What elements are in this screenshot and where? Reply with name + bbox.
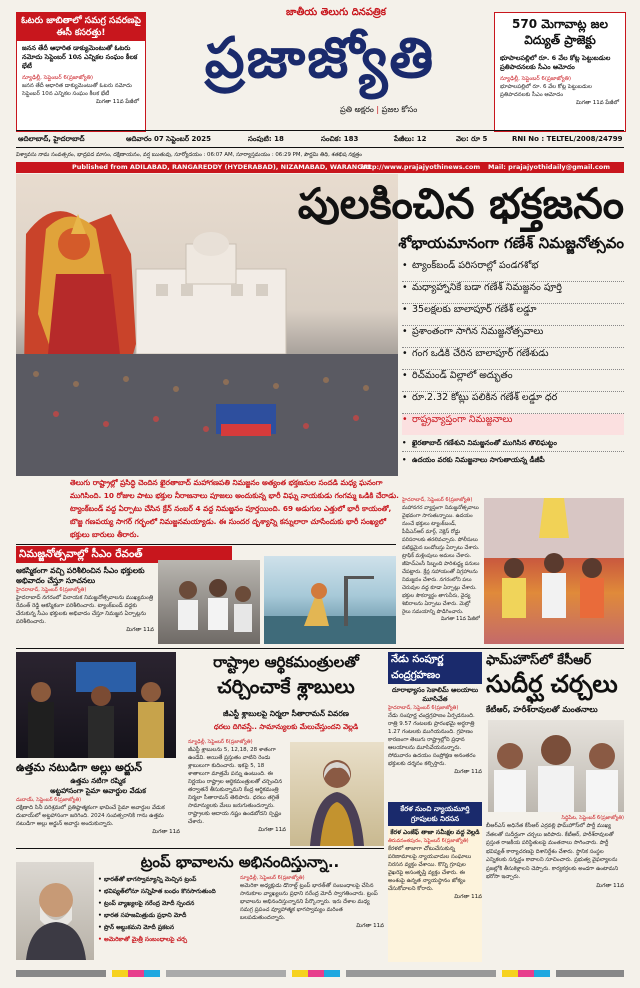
right-column-byline: హైదరాబాద్, సెప్టెంబర్ 6(ప్రజాజ్యోతి) [402, 497, 473, 503]
kcr-headline-line2: సుదీర్ఘ చర్చలు [486, 670, 618, 698]
kerala-subhead: కేరళ ఎంజేఫ్ తాజా సమీక్షల వద్ద వెల్లడి [390, 829, 480, 836]
trump-more: మిగతా 11వ [356, 923, 384, 929]
revanth-body: హైదరాబాద్ నగరంలో వినాయక నిమజ్జనోత్సవాలను ముఖ్యమంత్రి రేవంత్ రెడ్డి ఆకస్మికంగా పరిశీలించారు. ట్యాంక్‌బండ్ వద్దకు చేరుకున్న సీఎం భక్తులకు అభివాదం చేస్తూ నిమజ్జన ఏర్పాట్లను పరిశీలించారు. [16, 595, 154, 625]
dateline-issue: సంచిక: 183 [321, 135, 359, 143]
dateline-volume: సంపుటి: 18 [248, 135, 284, 143]
revanth-more: మిగతా 11వ [126, 627, 154, 633]
allu-headline: ఉత్తమ నటుడిగా అల్లు అర్జున్ [16, 761, 143, 774]
allu-photo-art [16, 652, 176, 758]
allu-body: దక్షిణాది సినీ పరిశ్రమలో ప్రతిష్ఠాత్మకంగా భావించే సైమా అవార్డుల వేడుక దుబాయ్‌లో అట్టహాసంగా జరిగింది. 2024 సంవత్సరానికి గాను ఉత్తమ నటుడిగా అల్లు అర్జున్ అవార్డు అందుకున్నారు. [16, 805, 165, 827]
right-top-photo [484, 498, 624, 644]
top-right-byline: న్యూఢిల్లీ, సెప్టెంబర్ 6(ప్రజాజ్యోతి) [500, 76, 571, 82]
lead-subhead: శోభాయమానంగా గణేశ్ నిమజ్జనోత్సవం [398, 234, 624, 252]
modi-photo [16, 862, 94, 960]
revanth-top-rule [16, 544, 396, 545]
trump-bullet: • భారత సహజమిత్రుడు ప్రధాని మోదీ [98, 912, 187, 919]
panchangam-strip: విశ్వావసు నామ సంవత్సరం, భాద్రపద మాసం, దక్షిణాయనం, వర్ష ఋతువు, సూర్యోదయం : 06:07 AM, సూర్యాస్తమయం : 06:29 PM, పౌర్ణమి తిథి, శతభిష నక్షత్రం [16, 152, 362, 158]
gst-text-box [188, 738, 286, 846]
kerala-more: మిగతా 11వ [454, 894, 482, 900]
trump-bullet: • భారత్‌తో భాగస్వామ్యాన్ని మెచ్చిన ట్రంప్ [98, 876, 197, 883]
published-editions: Published from ADILABAD, RANGAREDDY (HYDERABAD), NIZAMABAD, WARANGAL [72, 163, 372, 171]
dateline-cities: ఆదిలాబాద్, హైదరాబాద్ [18, 135, 85, 143]
eclipse-byline: హైదరాబాద్, సెప్టెంబర్ 6(ప్రజాజ్యోతి) [388, 705, 459, 711]
top-left-news-box [16, 12, 146, 132]
allu-more: మిగతా 11వ [152, 829, 180, 835]
gst-byline: న్యూఢిల్లీ, సెప్టెంబర్ 6(ప్రజాజ్యోతి) [188, 739, 253, 745]
eclipse-body: నేడు సంపూర్ణ చంద్రగ్రహణం ఏర్పడనుంది. రాత్రి 9.57 గంటలకు ప్రారంభమై అర్ధరాత్రి 1.27 గంటలకు ముగియనుంది. గ్రహణం కారణంగా తెలుగు రాష్ట్రాల్లోని ప్రధాన ఆలయాలను మూసివేయనున్నారు. సోమవారం ఉదయం సంప్రోక్షణ అనంతరం భక్తులకు దర్శనం కల్పిస్తారు. [388, 713, 476, 767]
right-column-text [402, 496, 480, 644]
dateline-date: ఆదివారం 07 సెప్టెంబర్ 2025 [126, 135, 211, 143]
lower-section-rule [16, 848, 384, 849]
published-email: Mail: prajajyothidaily@gmail.com [488, 163, 610, 171]
lead-bullet: • ట్యాంక్‌బండ్ పరిసరాల్లో పండగశోభ [402, 260, 624, 282]
kerala-box [388, 802, 482, 962]
lead-bullet: • గంగ ఒడికి చేరిన బాలాపూర్ గణేశుడు [402, 348, 624, 370]
kcr-photo-art [488, 720, 624, 812]
lead-bullet: • ప్రశాంతంగా సాగిన నిమజ్జనోత్సవాలు [402, 326, 624, 348]
gst-more: మిగతా 11వ [258, 827, 286, 833]
eclipse-subhead: దూరాభ్యాసం సెకాలిమ్ ఆలయాలు మూసివేత [391, 686, 479, 703]
dateline-bar [16, 132, 624, 146]
mid-section-rule [16, 648, 624, 649]
gst-headline-line2: చర్చించాకే శ్లాబులు [217, 676, 355, 698]
top-right-news-box [494, 12, 626, 132]
gst-subhead2: ధరలు దిగివస్తే.. సామాన్యులకు మేలుచేస్తుందని వెల్లడి [213, 723, 359, 731]
kcr-subhead: కేటీఆర్, హరీశ్‌రావులతో మంతనాలు [486, 705, 598, 714]
allu-subhead1: ఉత్తమ నటిగా రష్మిక [70, 777, 126, 785]
eclipse-headline-line1: నేడు సంపూర్ణ [388, 652, 482, 668]
revanth-headline: నిమజ్జనోత్సవాల్లో సీఎం రేవంత్ [16, 546, 232, 563]
trump-bullet: • ట్రంప్ వ్యాఖ్యలపై నరేంద్ర మోదీ స్పందన [98, 900, 195, 907]
trump-body: అమెరికా అధ్యక్షుడు డొనాల్డ్ ట్రంప్ భారత్‌తో సంబంధాలపై చేసిన సానుకూల వ్యాఖ్యలను ప్రధాని నరేంద్ర మోదీ స్వాగతించారు. ట్రంప్ భావాలను అభినందిస్తున్నానని పేర్కొన్నారు. ఇరు దేశాల మధ్య సమగ్ర ప్రపంచ వ్యూహాత్మక భాగస్వామ్యం మరింత బలపడుతుందన్నారు. [240, 883, 378, 921]
immersion-photo-art [264, 556, 396, 644]
kcr-more: మిగతా 11వ [596, 882, 624, 889]
trump-headline: ట్రంప్ భావాలను అభినందిస్తున్నా.. [140, 853, 340, 871]
modi-photo-art [16, 862, 94, 960]
gst-photo-art [290, 742, 384, 846]
dateline-top-rule [16, 130, 624, 131]
top-left-byline: న్యూఢిల్లీ, సెప్టెంబర్ 6(ప్రజాజ్యోతి) [22, 75, 93, 81]
revanth-photo [158, 560, 260, 644]
kerala-headline: కేరళ నుంచి న్యాయమూర్తి గ్రూపులకు నిరసన [388, 802, 482, 826]
trump-text-box [240, 874, 384, 962]
dateline-price: వెల: రూ 5 [456, 135, 488, 143]
lead-intro [70, 476, 400, 540]
top-left-text: జనన తేదీ ఆధారిత డాక్యుమెంటుతో ఓటరు నమోదు సెప్టెంబర్ 10న ఎన్నికల సంఘం కీలక భేటీ [22, 83, 132, 97]
kcr-body: బీఆర్ఎస్ అధినేత కేసీఆర్ ఎర్రవల్లి ఫామ్‌హౌస్‌లో పార్టీ ముఖ్య నేతలతో సుదీర్ఘంగా చర్చలు జరిపారు. కేటీఆర్, హరీశ్‌రావులతో ప్రస్తుత రాజకీయ పరిస్థితులపై మంతనాలు సాగించారు. పార్టీ భవిష్యత్ కార్యాచరణపై దిశానిర్దేశం చేశారు. స్థానిక సంస్థల ఎన్నికలకు సన్నద్ధం కావాలని సూచించారు. ప్రభుత్వ వైఫల్యాలను ప్రజల్లోకి తీసుకెళ్లాలని చెప్పారు. కార్యకర్తలకు అండగా ఉంటామని భరోసా ఇచ్చారు. [486, 823, 619, 880]
dateline-bottom-rule [16, 147, 624, 148]
revanth-byline: హైదరాబాద్, సెప్టెంబర్ 6(ప్రజాజ్యోతి) [16, 587, 87, 593]
trump-bullet-highlight: • అమెరికాతో మైత్రీ సంబంధాలపై చర్చ [98, 936, 187, 943]
lead-bullet: • రూ.2.32 కోట్లు పలికిన గణేశ్ లడ్డూ ధర [402, 392, 624, 414]
lead-intro-text: తెలుగు రాష్ట్రాల్లో ప్రసిద్ధి చెందిన ఖైరతాబాద్ మహాగణపతి నిమజ్జనం అత్యంత భక్తజనుల సందడి మధ్య ఘనంగా ముగిసింది. 10 రోజుల పాటు భక్తుల నీరాజనాలు పూజలు అందుకున్న భారీ విఘ్న నాయకుడు గంగమ్మ ఒడికి చేరాడు. ట్యాంక్‌బండ్ వద్ద ఏర్పాటు చేసిన క్రేన్ నంబర్ 4 వద్ద నిమజ్జనం పూర్తయింది. 69 అడుగుల ఎత్తులో భారీ కాయంతో, బొజ్జ గణపయ్య సాగర్ గర్భంలో నిమజ్జనమయ్యాడు. ఈ సుందర దృశ్యాన్ని కన్నులారా చూసేందుకు భారీ సంఖ్యలో భక్తులు బారులు తీరారు. [70, 478, 399, 539]
motto-right: ప్రజల కోసం [381, 105, 418, 114]
trump-bullet: • ప్రొన్ అబ్దుకమని మోదీ ప్రకటన [98, 924, 175, 931]
lead-bullet: • ఉదయం వరకు నిమజ్జనాలు సాగుతాయన్న డీజీపీ [402, 456, 545, 464]
kcr-text-box [486, 814, 624, 962]
masthead-motto: ప్రతి అక్షరం | ప్రజల కోసం [340, 105, 418, 114]
trump-bullet: • భవిష్యత్‌లోనూ సన్నిహిత బంధం కొనసాగుతుంది [98, 888, 216, 895]
motto-left: ప్రతి అక్షరం [340, 105, 374, 114]
masthead-title: ప్రజాజ్యోతి [204, 26, 436, 91]
right-top-photo-art [484, 498, 624, 644]
top-right-text: భూపాలపల్లిలో రూ. 6 వేల కోట్ల పెట్టుబడుల ప్రతిపాదనలకు సీఎం ఆమోదం [500, 84, 592, 98]
lead-bullet: • 35లక్షలకు బాలాపూర్ గణేశ్ లడ్డూ [402, 304, 624, 326]
published-bar [16, 162, 624, 173]
eclipse-more: మిగతా 11వ [454, 769, 482, 775]
gst-subhead1: జీఎస్టీ శ్లాబులపై నిర్మలా సీతారామన్ వివరణ [222, 709, 349, 718]
gst-photo [290, 742, 384, 846]
print-registration-bar [16, 970, 624, 977]
gst-body: జీఎస్టీ శ్లాబులను 5, 12,18, 28 శాతంగా ఉండేవి. అయితే ప్రస్తుతం వాటిని రెండు శ్లాబులుగా కుదించారు. ఇకపై 5, 18 శాతాలుగా మాత్రమే పన్ను ఉంటుంది. ఈ నిర్ణయం రాష్ట్రాల ఆర్థికమంత్రులతో చర్చించిన తర్వాతనే తీసుకున్నామని కేంద్ర ఆర్థికమంత్రి నిర్మలా సీతారామన్ తెలిపారు. ధరలు తగ్గితే సామాన్యులకు మేలు జరుగుతుందన్నారు. రాష్ట్రాలకు ఆదాయ నష్టం ఉండబోదని స్పష్టం చేశారు. [188, 747, 283, 825]
allu-photo [16, 652, 176, 758]
top-right-more: మిగతా 11వ పేజీలో [575, 100, 619, 106]
dateline-pages: పేజీలు: 12 [394, 135, 427, 143]
trump-bullets [98, 874, 238, 962]
top-right-headline: 570 మెగావాట్ల జల విద్యుత్ ప్రాజెక్టు [512, 17, 608, 47]
eclipse-box [388, 652, 482, 800]
top-left-body: జనన తేదీ ఆధారిత డాక్యుమెంటుతో ఓటరు నమోదు సెప్టెంబర్ 10న ఎన్నికల సంఘం కీలక భేటీ [22, 44, 138, 70]
right-column-more: మిగతా 11వ పేజీలో [440, 616, 480, 622]
eclipse-headline-line2: చంద్రగ్రహణం [388, 668, 482, 684]
kerala-body: కేరళలో తాజాగా చోటుచేసుకున్న పరిణామాలపై న్యాయవాదుల సంఘాలు నిరసన వ్యక్తం చేశాయి. కొన్ని గ్రూపుల వైఖరిపై అసంతృప్తి వ్యక్తం చేశారు. ఈ అంశంపై ఉన్నత న్యాయస్థానం జోక్యం చేసుకోవాలని కోరారు. [388, 846, 472, 892]
allu-text-box [16, 776, 180, 846]
revanth-subhead: ఆకస్మికంగా వచ్చి పరిశీలించిన సీఎం భక్తులకు అభివాదం చేస్తూ సూచనలు [16, 566, 145, 585]
lead-bullets [402, 260, 624, 468]
top-left-more: మిగతా 11వ పేజీలో [95, 99, 139, 105]
kcr-headline-line1: ఫామ్‌హౌస్‌లో కేసీఆర్ [486, 653, 592, 668]
lead-headline: పులకించిన భక్తజనం [297, 179, 624, 228]
published-website: http://www.prajajyothinews.com [361, 163, 481, 171]
immersion-photo [264, 556, 396, 644]
kcr-photo [488, 720, 624, 812]
right-column-body: మహానగర వ్యాప్తంగా నిమజ్జనోత్సవాలు వైభవంగా సాగుతున్నాయి. ఉదయం నుంచే భక్తులు ట్యాంక్‌బండ్, పీవీఎన్ఆర్ మార్గ్, నెక్లెస్ రోడ్డు పరిసరాలకు తరలివచ్చారు. పోలీసులు పటిష్ఠమైన బందోబస్తు ఏర్పాటు చేశారు. ట్రాఫిక్ మళ్లింపులు అమలు చేశారు. జీహెచ్ఎంసీ సిబ్బంది పారిశుద్ధ్య పనులు చేపట్టారు. క్రేన్ల సహాయంతో విగ్రహాలను నిమజ్జనం చేశారు. నగరంలోని పలు చెరువుల వద్ద కూడా ఏర్పాట్లు చేశారు. భక్తుల సౌకర్యార్థం తాగునీరు, వైద్య శిబిరాలను ఏర్పాటు చేశారు. మెట్రో రైలు సమయాన్ని పొడిగించారు. [402, 505, 480, 615]
trump-byline: న్యూఢిల్లీ, సెప్టెంబర్ 6(ప్రజాజ్యోతి) [240, 875, 305, 881]
kerala-byline: తిరువనంతపురం, సెప్టెంబర్ 6(ప్రజాజ్యోతి) [388, 838, 469, 844]
lead-bullet: • ఖైరతాబాద్ గణేశుని నిమజ్జనంతో ముగిసిన తొలిఘట్టం [402, 435, 624, 452]
allu-subhead2: అట్టహాసంగా సైమా అవార్డుల వేడుక [50, 787, 146, 795]
allu-byline: దుబాయ్, సెప్టెంబర్ 6(ప్రజాజ్యోతి) [16, 797, 82, 803]
kcr-byline: సిద్ధిపేట, సెప్టెంబర్ 6(ప్రజాజ్యోతి) [561, 815, 624, 821]
dateline-rni: RNI No : TELTEL/2008/24799 [512, 135, 623, 143]
top-left-headline: ఓటరు జాబితాలో సమగ్ర సవరణపై ఈసీ కసరత్తు! [17, 13, 145, 41]
gst-headline-line1: రాష్ట్రాల ఆర్థికమంత్రులతో [213, 653, 359, 671]
masthead-tagline: జాతీయ తెలుగు దినపత్రిక [286, 7, 386, 18]
lead-bullet-highlight: • రాష్ట్రవ్యాప్తంగా నిమజ్జనాలు [402, 414, 624, 435]
lead-bullet: • రిచ్‌మండ్ విల్లాలో అద్భుతం [402, 370, 624, 392]
lead-bullet: • మధ్యాహ్నానికే బడా గణేశ్ నిమజ్జనం పూర్తి [402, 282, 624, 304]
revanth-text-box [16, 566, 154, 644]
top-right-body: భూపాలపల్లిలో రూ. 6 వేల కోట్ల పెట్టుబడుల ప్రతిపాదనలకు సీఎం ఆమోదం [500, 54, 611, 71]
revanth-photo-art [158, 560, 260, 644]
